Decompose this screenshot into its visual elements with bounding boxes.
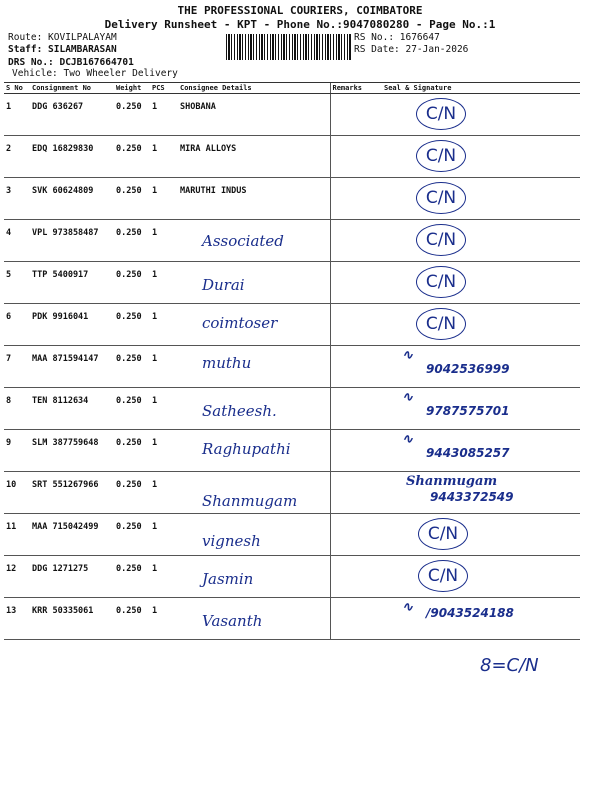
cn-stamp: C/N — [416, 98, 466, 130]
row-sno: 12 — [4, 556, 30, 598]
row-consignment-no: MAA 871594147 — [30, 346, 114, 388]
col-weight: Weight — [114, 83, 150, 94]
row-remarks — [330, 136, 382, 178]
row-seal-signature — [382, 94, 580, 136]
row-weight: 0.250 — [114, 388, 150, 430]
row-weight: 0.250 — [114, 304, 150, 346]
row-remarks — [330, 388, 382, 430]
table-row — [4, 262, 580, 304]
row-consignment-no: KRR 50335061 — [30, 598, 114, 640]
row-consignment-no: SRT 551267966 — [30, 472, 114, 514]
row-pcs: 1 — [150, 220, 178, 262]
col-seal: Seal & Signature — [382, 83, 580, 94]
row-consignee — [178, 178, 330, 220]
signature-scribble: ∿ — [402, 600, 413, 615]
handwritten-consignee: Vasanth — [202, 612, 263, 630]
table-row — [4, 598, 580, 640]
row-consignment-no: MAA 715042499 — [30, 514, 114, 556]
row-consignee — [178, 514, 330, 556]
col-consignee: Consignee Details — [178, 83, 330, 94]
handwritten-consignee: vignesh — [202, 532, 261, 550]
row-consignment-no: SLM 387759648 — [30, 430, 114, 472]
handwritten-consignee: Durai — [202, 276, 245, 294]
row-pcs: 1 — [150, 304, 178, 346]
table-row — [4, 556, 580, 598]
signature-scribble: ∿ — [402, 348, 413, 363]
row-sno: 10 — [4, 472, 30, 514]
row-pcs: 1 — [150, 388, 178, 430]
row-seal-signature — [382, 472, 580, 514]
table-row — [4, 346, 580, 388]
signature-text: Shanmugam — [406, 474, 498, 489]
row-weight: 0.250 — [114, 514, 150, 556]
row-sno: 11 — [4, 514, 30, 556]
row-seal-signature — [382, 304, 580, 346]
consignee-name: MARUTHI INDUS — [180, 186, 247, 196]
phone-number: /9043524188 — [426, 606, 514, 620]
row-sno: 8 — [4, 388, 30, 430]
phone-number: 9042536999 — [426, 362, 510, 376]
row-consignment-no: DDG 636267 — [30, 94, 114, 136]
document-subtitle: Delivery Runsheet - KPT - Phone No.:9047080280 - Page No.:1 — [104, 18, 496, 31]
cn-stamp: C/N — [416, 224, 466, 256]
row-sno: 13 — [4, 598, 30, 640]
row-sno: 9 — [4, 430, 30, 472]
row-weight: 0.250 — [114, 346, 150, 388]
handwritten-consignee: Associated — [202, 232, 284, 250]
table-row — [4, 514, 580, 556]
row-consignment-no: EDQ 16829830 — [30, 136, 114, 178]
table-row — [4, 472, 580, 514]
row-remarks — [330, 304, 382, 346]
row-consignment-no: PDK 9916041 — [30, 304, 114, 346]
row-consignee — [178, 304, 330, 346]
row-pcs: 1 — [150, 346, 178, 388]
row-remarks — [330, 262, 382, 304]
row-consignee — [178, 556, 330, 598]
row-consignment-no: SVK 60624809 — [30, 178, 114, 220]
row-remarks — [330, 346, 382, 388]
row-consignee — [178, 430, 330, 472]
row-pcs: 1 — [150, 94, 178, 136]
row-consignee — [178, 220, 330, 262]
row-seal-signature — [382, 430, 580, 472]
row-pcs: 1 — [150, 472, 178, 514]
row-consignee — [178, 388, 330, 430]
row-consignment-no: TTP 5400917 — [30, 262, 114, 304]
row-consignee — [178, 598, 330, 640]
signature-scribble: ∿ — [402, 390, 413, 405]
row-weight: 0.250 — [114, 472, 150, 514]
cn-stamp: C/N — [416, 308, 466, 340]
row-consignment-no: VPL 973858487 — [30, 220, 114, 262]
row-remarks — [330, 178, 382, 220]
document-title: THE PROFESSIONAL COURIERS, COIMBATORE — [177, 4, 423, 17]
row-sno: 6 — [4, 304, 30, 346]
row-consignment-no: DDG 1271275 — [30, 556, 114, 598]
cn-stamp: C/N — [416, 266, 466, 298]
row-pcs: 1 — [150, 430, 178, 472]
route-label: Route: KOVILPALAYAM — [8, 32, 117, 43]
handwritten-consignee: Satheesh. — [202, 402, 277, 420]
row-seal-signature — [382, 388, 580, 430]
footer-note: 8=C/N — [480, 655, 539, 676]
cn-stamp: C/N — [418, 560, 468, 592]
row-seal-signature — [382, 136, 580, 178]
rs-date: RS Date: 27-Jan-2026 — [354, 44, 469, 55]
drs-label: DRS No.: DCJB167664701 — [8, 57, 134, 68]
row-remarks — [330, 556, 382, 598]
vehicle-label: Vehicle: Two Wheeler Delivery — [12, 68, 178, 79]
row-pcs: 1 — [150, 262, 178, 304]
row-sno: 5 — [4, 262, 30, 304]
row-consignee — [178, 136, 330, 178]
row-sno: 3 — [4, 178, 30, 220]
table-header-row — [4, 83, 580, 94]
row-weight: 0.250 — [114, 136, 150, 178]
col-remarks: Remarks — [330, 83, 382, 94]
row-weight: 0.250 — [114, 556, 150, 598]
row-weight: 0.250 — [114, 262, 150, 304]
col-consignment: Consignment No — [30, 83, 114, 94]
row-seal-signature — [382, 220, 580, 262]
row-seal-signature — [382, 514, 580, 556]
row-weight: 0.250 — [114, 430, 150, 472]
row-seal-signature — [382, 178, 580, 220]
rs-number: RS No.: 1676647 — [354, 32, 440, 43]
barcode — [226, 34, 352, 60]
consignee-name: MIRA ALLOYS — [180, 144, 237, 154]
handwritten-consignee: Jasmin — [202, 570, 254, 588]
row-seal-signature — [382, 598, 580, 640]
table-row — [4, 304, 580, 346]
handwritten-consignee: coimtoser — [202, 314, 278, 332]
row-remarks — [330, 220, 382, 262]
consignee-name: SHOBANA — [180, 102, 216, 112]
col-sno: S No — [4, 83, 30, 94]
table-row — [4, 178, 580, 220]
cn-stamp: C/N — [416, 182, 466, 214]
table-row — [4, 94, 580, 136]
handwritten-consignee: Raghupathi — [202, 440, 291, 458]
row-weight: 0.250 — [114, 178, 150, 220]
signature-scribble: ∿ — [402, 432, 413, 447]
row-consignee — [178, 346, 330, 388]
row-sno: 1 — [4, 94, 30, 136]
row-remarks — [330, 94, 382, 136]
row-weight: 0.250 — [114, 598, 150, 640]
row-sno: 7 — [4, 346, 30, 388]
row-consignment-no: TEN 8112634 — [30, 388, 114, 430]
cn-stamp: C/N — [418, 518, 468, 550]
phone-number: 9443372549 — [430, 490, 514, 504]
handwritten-consignee: Shanmugam — [202, 492, 298, 510]
row-pcs: 1 — [150, 556, 178, 598]
row-seal-signature — [382, 262, 580, 304]
row-sno: 4 — [4, 220, 30, 262]
row-seal-signature — [382, 346, 580, 388]
row-weight: 0.250 — [114, 94, 150, 136]
table-row — [4, 220, 580, 262]
row-weight: 0.250 — [114, 220, 150, 262]
table-row — [4, 430, 580, 472]
col-pcs: PCS — [150, 83, 178, 94]
table-row — [4, 388, 580, 430]
staff-label: Staff: SILAMBARASAN — [8, 44, 117, 55]
runsheet-table — [4, 82, 580, 640]
row-pcs: 1 — [150, 514, 178, 556]
row-pcs: 1 — [150, 178, 178, 220]
row-seal-signature — [382, 556, 580, 598]
row-pcs: 1 — [150, 598, 178, 640]
row-consignee — [178, 262, 330, 304]
table-row — [4, 136, 580, 178]
row-remarks — [330, 430, 382, 472]
row-remarks — [330, 472, 382, 514]
row-sno: 2 — [4, 136, 30, 178]
phone-number: 9787575701 — [426, 404, 510, 418]
row-consignee — [178, 472, 330, 514]
row-remarks — [330, 514, 382, 556]
row-consignee — [178, 94, 330, 136]
row-pcs: 1 — [150, 136, 178, 178]
handwritten-consignee: muthu — [202, 354, 252, 372]
cn-stamp: C/N — [416, 140, 466, 172]
phone-number: 9443085257 — [426, 446, 510, 460]
row-remarks — [330, 598, 382, 640]
